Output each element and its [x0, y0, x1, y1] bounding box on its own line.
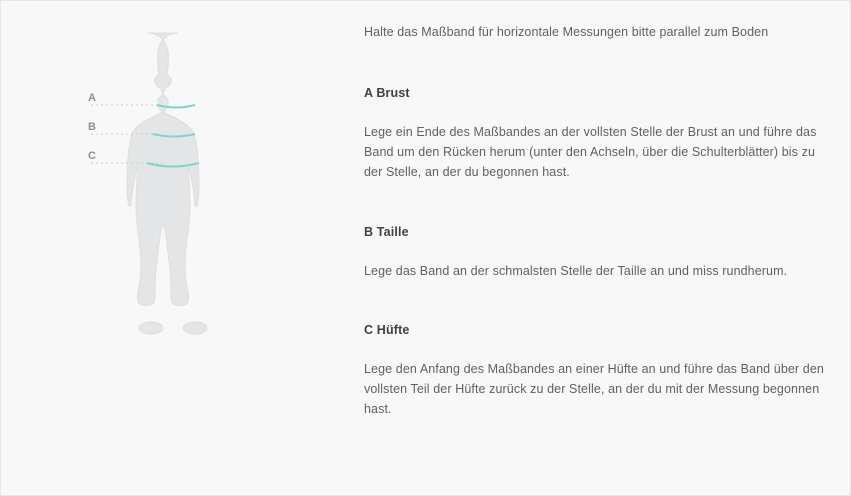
section-hip-body: Lege den Anfang des Maßbandes an einer Hüfte an und führe das Band über den vollsten Teil der Hüfte zurück zu der Stelle, an der du mit der Messung begonnen hast. — [364, 361, 824, 417]
instructions-column — [364, 23, 824, 420]
measurement-markers — [88, 92, 96, 162]
section-bust-body: Lege ein Ende des Maßbandes an der vollsten Stelle der Brust an und führe das Band um den Rücken herum (unter den Achseln, über die Schulterblätter) bis zu der Stelle, an der du begonnen hast. — [364, 124, 817, 180]
marker-label-c: C — [88, 150, 96, 162]
bust-measure-line — [157, 105, 195, 108]
section-waist-body: Lege das Band an der schmalsten Stelle der Taille an und miss rundherum. — [364, 263, 788, 278]
female-body-figure-svg — [71, 21, 271, 351]
marker-label-b: B — [88, 121, 96, 133]
intro-text: Halte das Maßband für horizontale Messungen bitte parallel zum Boden — [364, 25, 769, 39]
body-measurement-illustration — [1, 1, 341, 495]
section-hip — [364, 323, 824, 420]
section-bust — [364, 86, 824, 183]
section-hip-title: C Hüfte — [364, 322, 410, 337]
section-bust-title: A Brust — [364, 85, 410, 100]
section-waist — [364, 225, 824, 281]
marker-label-a: A — [88, 92, 96, 104]
section-waist-title: B Taille — [364, 224, 409, 239]
